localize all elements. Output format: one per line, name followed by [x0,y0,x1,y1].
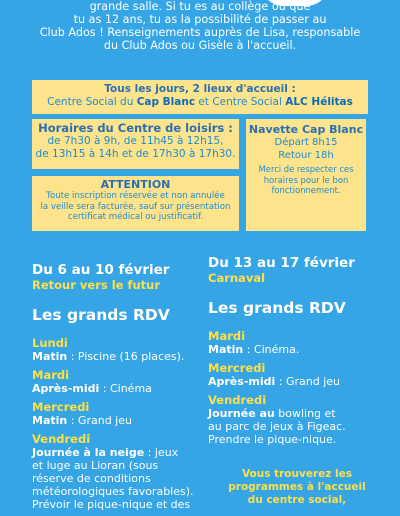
attention-line: la veille sera facturée, sauf sur présentation [40,201,231,212]
activity-line [32,459,202,472]
activity-text: : Piscine (16 places). [67,350,185,363]
location-cap-blanc: Cap Blanc [136,96,196,108]
activity-text: et luge au Lioran (sous [32,459,159,472]
hours-line: de 13h15 à 14h et de 17h30 à 17h30. [35,148,236,160]
activity-text: : Grand jeu [67,414,132,427]
activity-line [32,485,202,498]
locations-text [32,96,368,109]
week2-column [208,255,388,446]
activity-line [32,414,202,427]
week2-rdv-heading: Les grands RDV [208,299,346,317]
intro-line: Club Ados ! Renseignements auprès de Lisa, responsable [39,26,361,39]
programs-note-line: du centre social, [247,494,347,506]
week2-theme: Carnaval [208,271,266,285]
navette-box [246,119,366,231]
day-label: Vendredi [208,393,267,407]
navette-heading: Navette Cap Blanc [248,123,364,136]
navette-note [246,164,366,196]
activity-text: Prendre le pique-nique. [208,433,337,446]
activity-time: Après-midi [208,375,276,388]
activity-time: Journée à la neige [32,446,145,459]
navette-depart: Départ 8h15 [274,137,338,148]
attention-line: certificat médical ou justificatif. [67,212,204,222]
activity-text: : Cinéma. [243,343,300,356]
week1-theme: Retour vers le futur [32,278,161,292]
activity-text: météorologiques favorables). [32,485,194,498]
activity-text: : Grand jeu [275,375,340,388]
intro-line: tu as 12 ans, tu as la possibilité de passer au [73,13,327,26]
week1-days [32,337,202,511]
attention-box [32,176,239,231]
week1-rdv-heading: Les grands RDV [32,306,170,324]
locations-heading: Tous les jours, 2 lieux d'accueil : [104,83,296,95]
navette-retour: Retour 18h [278,150,334,161]
navette-note-line: Merci de respecter ces [258,164,354,174]
locations-part: Centre Social du [47,96,137,108]
programs-note-line: Vous trouverez les [241,468,353,480]
navette-note-line: horaires pour le bon [263,174,349,185]
activity-line [208,420,388,433]
activity-line [32,498,202,511]
locations-part: et Centre Social [195,96,286,108]
week1-title: Du 6 au 10 février [32,262,170,278]
activity-time: Après-midi [32,382,100,395]
activity-line [208,343,388,356]
location-alc-helitas: ALC Hélitas [285,96,353,108]
day-label: Mercredi [208,361,266,375]
week1-column [32,262,202,511]
activity-line [32,382,202,395]
week2-days [208,330,388,446]
week2-title: Du 13 au 17 février [208,255,355,271]
attention-heading: ATTENTION [100,178,171,191]
activity-text: : jeux [144,446,179,459]
activity-line [32,472,202,485]
activity-line [208,433,388,446]
locations-box [32,80,368,114]
programs-note-line: programmes à l'accueil [228,481,366,493]
activity-text: au parc de jeux à Figeac. [208,420,346,433]
day-label: Vendredi [32,432,91,446]
hours-line: de 7h30 à 9h, de 11h45 à 12h15, [47,135,224,147]
activity-line [32,446,202,459]
day-label: Mardi [208,329,246,343]
activity-line [32,350,202,363]
activity-text: : Cinéma [99,382,152,395]
activity-time: Matin [32,350,68,363]
programs-note [222,468,372,507]
intro-line: grande salle. Si tu es au collège ou que [89,0,311,13]
navette-note-line: fonctionnement. [271,185,341,195]
intro-text [0,0,400,60]
day-label: Mercredi [32,400,90,414]
activity-line [208,375,388,388]
activity-time: Matin [32,414,68,427]
hours-box [32,119,239,169]
activity-time: Journée au [208,407,275,420]
activity-text: réserve de conditions [32,472,151,485]
hours-heading: Horaires du Centre de loisirs : [38,121,233,135]
activity-text: bowling et [274,407,336,420]
activity-time: Matin [208,343,244,356]
activity-text: Prévoir le pique-nique et des [32,498,191,511]
intro-line: du Club Ados ou Gisèle à l'accueil. [103,39,297,52]
day-label: Mardi [32,368,70,382]
activity-line [208,407,388,420]
day-label: Lundi [32,336,68,350]
attention-line: Toute inscription réservée et non annulée [46,191,225,201]
